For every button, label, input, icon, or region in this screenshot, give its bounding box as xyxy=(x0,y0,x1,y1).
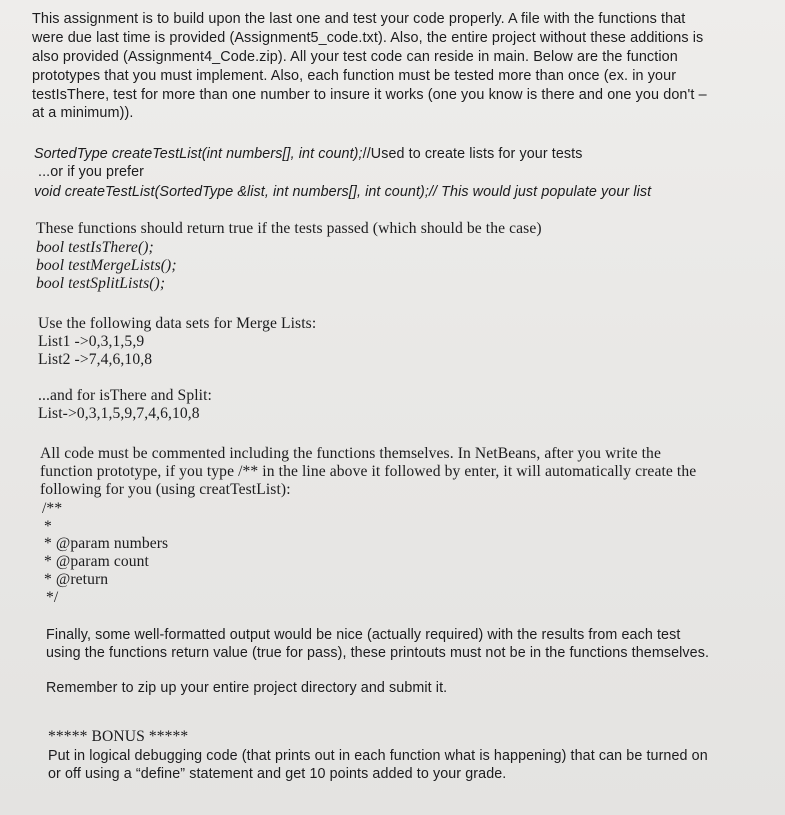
bonus-line-1: Put in logical debugging code (that prints out in each function what is happening) that can be turned on xyxy=(48,748,708,764)
comments-line-3: following for you (using creatTestList): xyxy=(40,481,291,498)
test-function-split: bool testSplitLists(); xyxy=(36,275,166,292)
javadoc-param-numbers: * @param numbers xyxy=(44,535,169,552)
prototype-line-1 xyxy=(34,145,582,163)
intro-line-4: prototypes that you must implement. Also, each function must be tested more than once (ex. in your xyxy=(32,68,677,84)
intro-line-1: This assignment is to build upon the last one and test your code properly. A file with the functions that xyxy=(32,11,686,27)
javadoc-close: */ xyxy=(46,589,59,606)
comments-line-2: function prototype, if you type /** in the line above it followed by enter, it will automatically create the xyxy=(40,463,697,480)
test-function-isthere: bool testIsThere(); xyxy=(36,239,154,256)
test-function-merge: bool testMergeLists(); xyxy=(36,257,177,274)
output-line-1: Finally, some well-formatted output would be nice (actually required) with the results from each test xyxy=(46,627,681,643)
split-intro: ...and for isThere and Split: xyxy=(38,387,212,404)
intro-line-5: testIsThere, test for more than one number to insure it works (one you know is there and one you don't – xyxy=(32,87,707,103)
output-line-2: using the functions return value (true for pass), these printouts must not be in the functions themselves. xyxy=(46,645,710,661)
javadoc-star: * xyxy=(44,518,52,535)
javadoc-open: /** xyxy=(42,500,63,517)
prototype-code-1: SortedType createTestList(int numbers[], int count); xyxy=(34,146,363,162)
prototype-comment-1: //Used to create lists for your tests xyxy=(362,146,583,162)
intro-line-2: were due last time is provided (Assignment5_code.txt). Also, the entire project without these additions is xyxy=(32,30,704,46)
comments-line-1: All code must be commented including the functions themselves. In NetBeans, after you write the xyxy=(40,445,661,462)
javadoc-param-count: * @param count xyxy=(44,553,149,570)
merge-list1: List1 ->0,3,1,5,9 xyxy=(38,333,145,350)
bonus-header: ***** BONUS ***** xyxy=(48,728,189,745)
intro-line-6: at a minimum)). xyxy=(32,105,134,121)
javadoc-return: * @return xyxy=(44,571,109,588)
tests-intro: These functions should return true if the tests passed (which should be the case) xyxy=(36,220,542,237)
split-list: List->0,3,1,5,9,7,4,6,10,8 xyxy=(38,405,200,422)
bonus-line-2: or off using a “define” statement and get 10 points added to your grade. xyxy=(48,766,507,782)
prototype-line-2: void createTestList(SortedType &list, int numbers[], int count);// This would just populate your list xyxy=(34,184,652,200)
intro-line-3: also provided (Assignment4_Code.zip). All your test code can reside in main. Below are the function xyxy=(32,49,678,65)
prototype-alt-note: ...or if you prefer xyxy=(38,164,144,180)
submit-note: Remember to zip up your entire project directory and submit it. xyxy=(46,680,448,696)
merge-intro: Use the following data sets for Merge Lists: xyxy=(38,315,317,332)
merge-list2: List2 ->7,4,6,10,8 xyxy=(38,351,153,368)
